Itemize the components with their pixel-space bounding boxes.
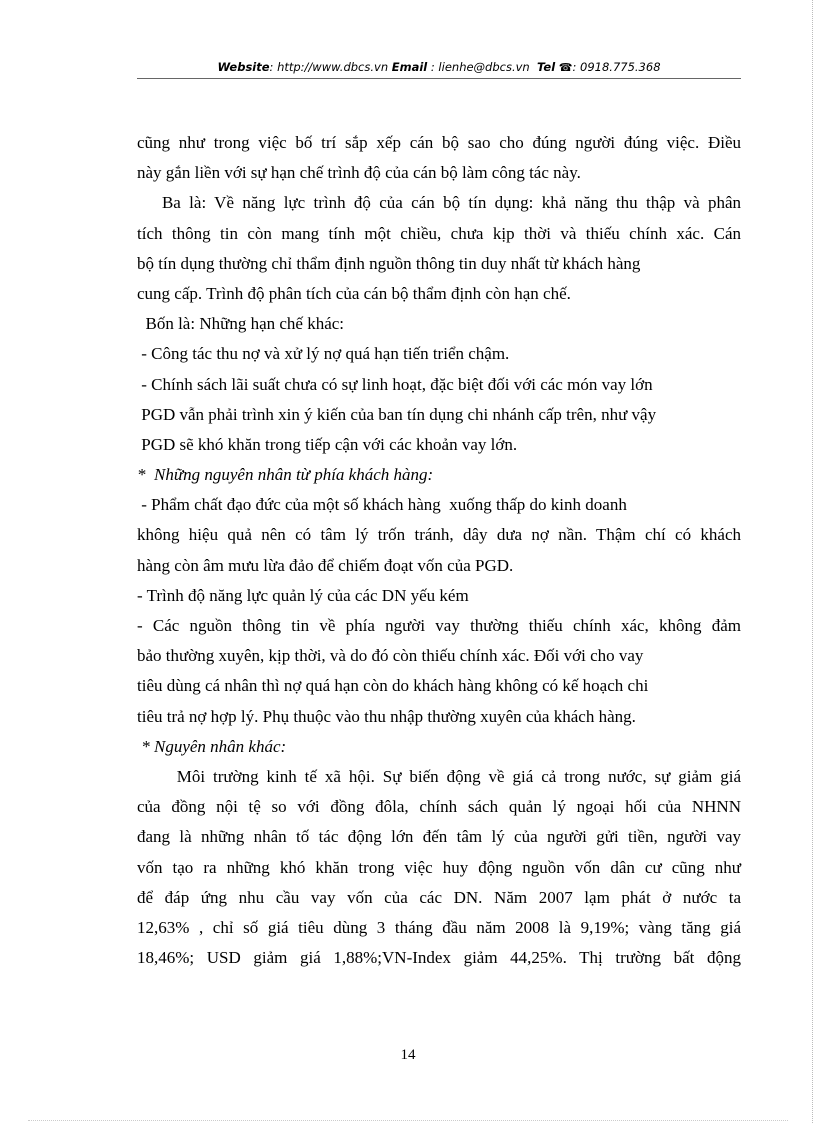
tel-label: Tel — [537, 60, 556, 74]
text-line: - Công tác thu nợ và xử lý nợ quá hạn tiến triển chậm. — [137, 344, 510, 364]
text-line: - Chính sách lãi suất chưa có sự linh hoạt, đặc biệt đối với các món vay lớn — [137, 374, 653, 394]
text-line: 12,63% , chỉ số giá tiêu dùng 3 tháng đầu năm 2008 là 9,19%; vàng tăng giá — [137, 917, 741, 937]
website-value: : http://www.dbcs.vn — [269, 60, 389, 74]
text-line: Môi trường kinh tế xã hội. Sự biến động về giá cả trong nước, sự giảm giá — [137, 766, 741, 786]
text-line: PGD vẫn phải trình xin ý kiến của ban tín dụng chi nhánh cấp trên, như vậy — [137, 404, 657, 424]
text-line: * Nguyên nhân khác: — [137, 736, 287, 756]
text-line: tiêu trả nợ hợp lý. Phụ thuộc vào thu nhập thường xuyên của khách hàng. — [137, 706, 636, 726]
email-value: : lienhe@dbcs.vn — [427, 60, 530, 74]
text-line: cũng như trong việc bố trí sắp xếp cán bộ sao cho đúng người đúng việc. Điều — [137, 133, 741, 152]
text-line: hàng còn âm mưu lừa đảo để chiếm đoạt vốn của PGD. — [137, 555, 514, 575]
text-line: tiêu dùng cá nhân thì nợ quá hạn còn do khách hàng không có kế hoạch chi — [137, 676, 649, 696]
page-bottom-border — [28, 1120, 788, 1121]
text-line: bộ tín dụng thường chỉ thẩm định nguồn thông tin duy nhất từ khách hàng — [137, 253, 641, 273]
text-line: vốn tạo ra những khó khăn trong việc huy động nguồn vốn dân cư cũng như — [137, 857, 741, 877]
text-line: đang là những nhân tố tác động lớn đến tâm lý của người gửi tiền, người vay — [137, 827, 741, 847]
page-right-border — [812, 0, 813, 1123]
page-number: 14 — [400, 1047, 416, 1063]
text-line: 18,46%; USD giảm giá 1,88%;VN-Index giảm 44,25%. Thị trường bất động — [137, 948, 741, 968]
tel-value: : 0918.775.368 — [572, 60, 661, 74]
text-line: PGD sẽ khó khăn trong tiếp cận với các khoản vay lớn. — [137, 434, 518, 454]
text-line: để đáp ứng nhu cầu vay vốn của các DN. Năm 2007 lạm phát ở nước ta — [137, 887, 741, 907]
document-body — [137, 128, 741, 973]
text-line: * Những nguyên nhân từ phía khách hàng: — [137, 465, 434, 485]
text-line: Ba là: Về năng lực trình độ của cán bộ tín dụng: khả năng thu thập và phân — [137, 193, 741, 213]
text-line: - Các nguồn thông tin về phía người vay thường thiếu chính xác, không đảm — [137, 616, 741, 635]
text-line: Bốn là: Những hạn chế khác: — [137, 314, 345, 334]
text-line: của đồng nội tệ so với đồng đôla, chính sách quản lý ngoại hối của NHNN — [137, 797, 741, 817]
phone-icon: ☎ — [558, 61, 573, 74]
website-label: Website — [217, 60, 270, 74]
header-divider — [137, 78, 741, 79]
text-line: - Trình độ năng lực quản lý của các DN yếu kém — [137, 585, 469, 605]
text-line: này gắn liền với sự hạn chế trình độ của cán bộ làm công tác này. — [137, 163, 581, 183]
text-line: không hiệu quả nên có tâm lý trốn tránh, dây dưa nợ nần. Thậm chí có khách — [137, 525, 741, 545]
email-label: Email — [391, 60, 428, 74]
text-line: cung cấp. Trình độ phân tích của cán bộ thẩm định còn hạn chế. — [137, 283, 571, 303]
text-line: tích thông tin còn mang tính một chiều, chưa kịp thời và thiếu chính xác. Cán — [137, 223, 741, 243]
text-line: bảo thường xuyên, kịp thời, và do đó còn thiếu chính xác. Đối với cho vay — [137, 646, 644, 666]
text-line: - Phẩm chất đạo đức của một số khách hàng xuống thấp do kinh doanh — [137, 495, 627, 515]
page-header — [137, 60, 741, 74]
